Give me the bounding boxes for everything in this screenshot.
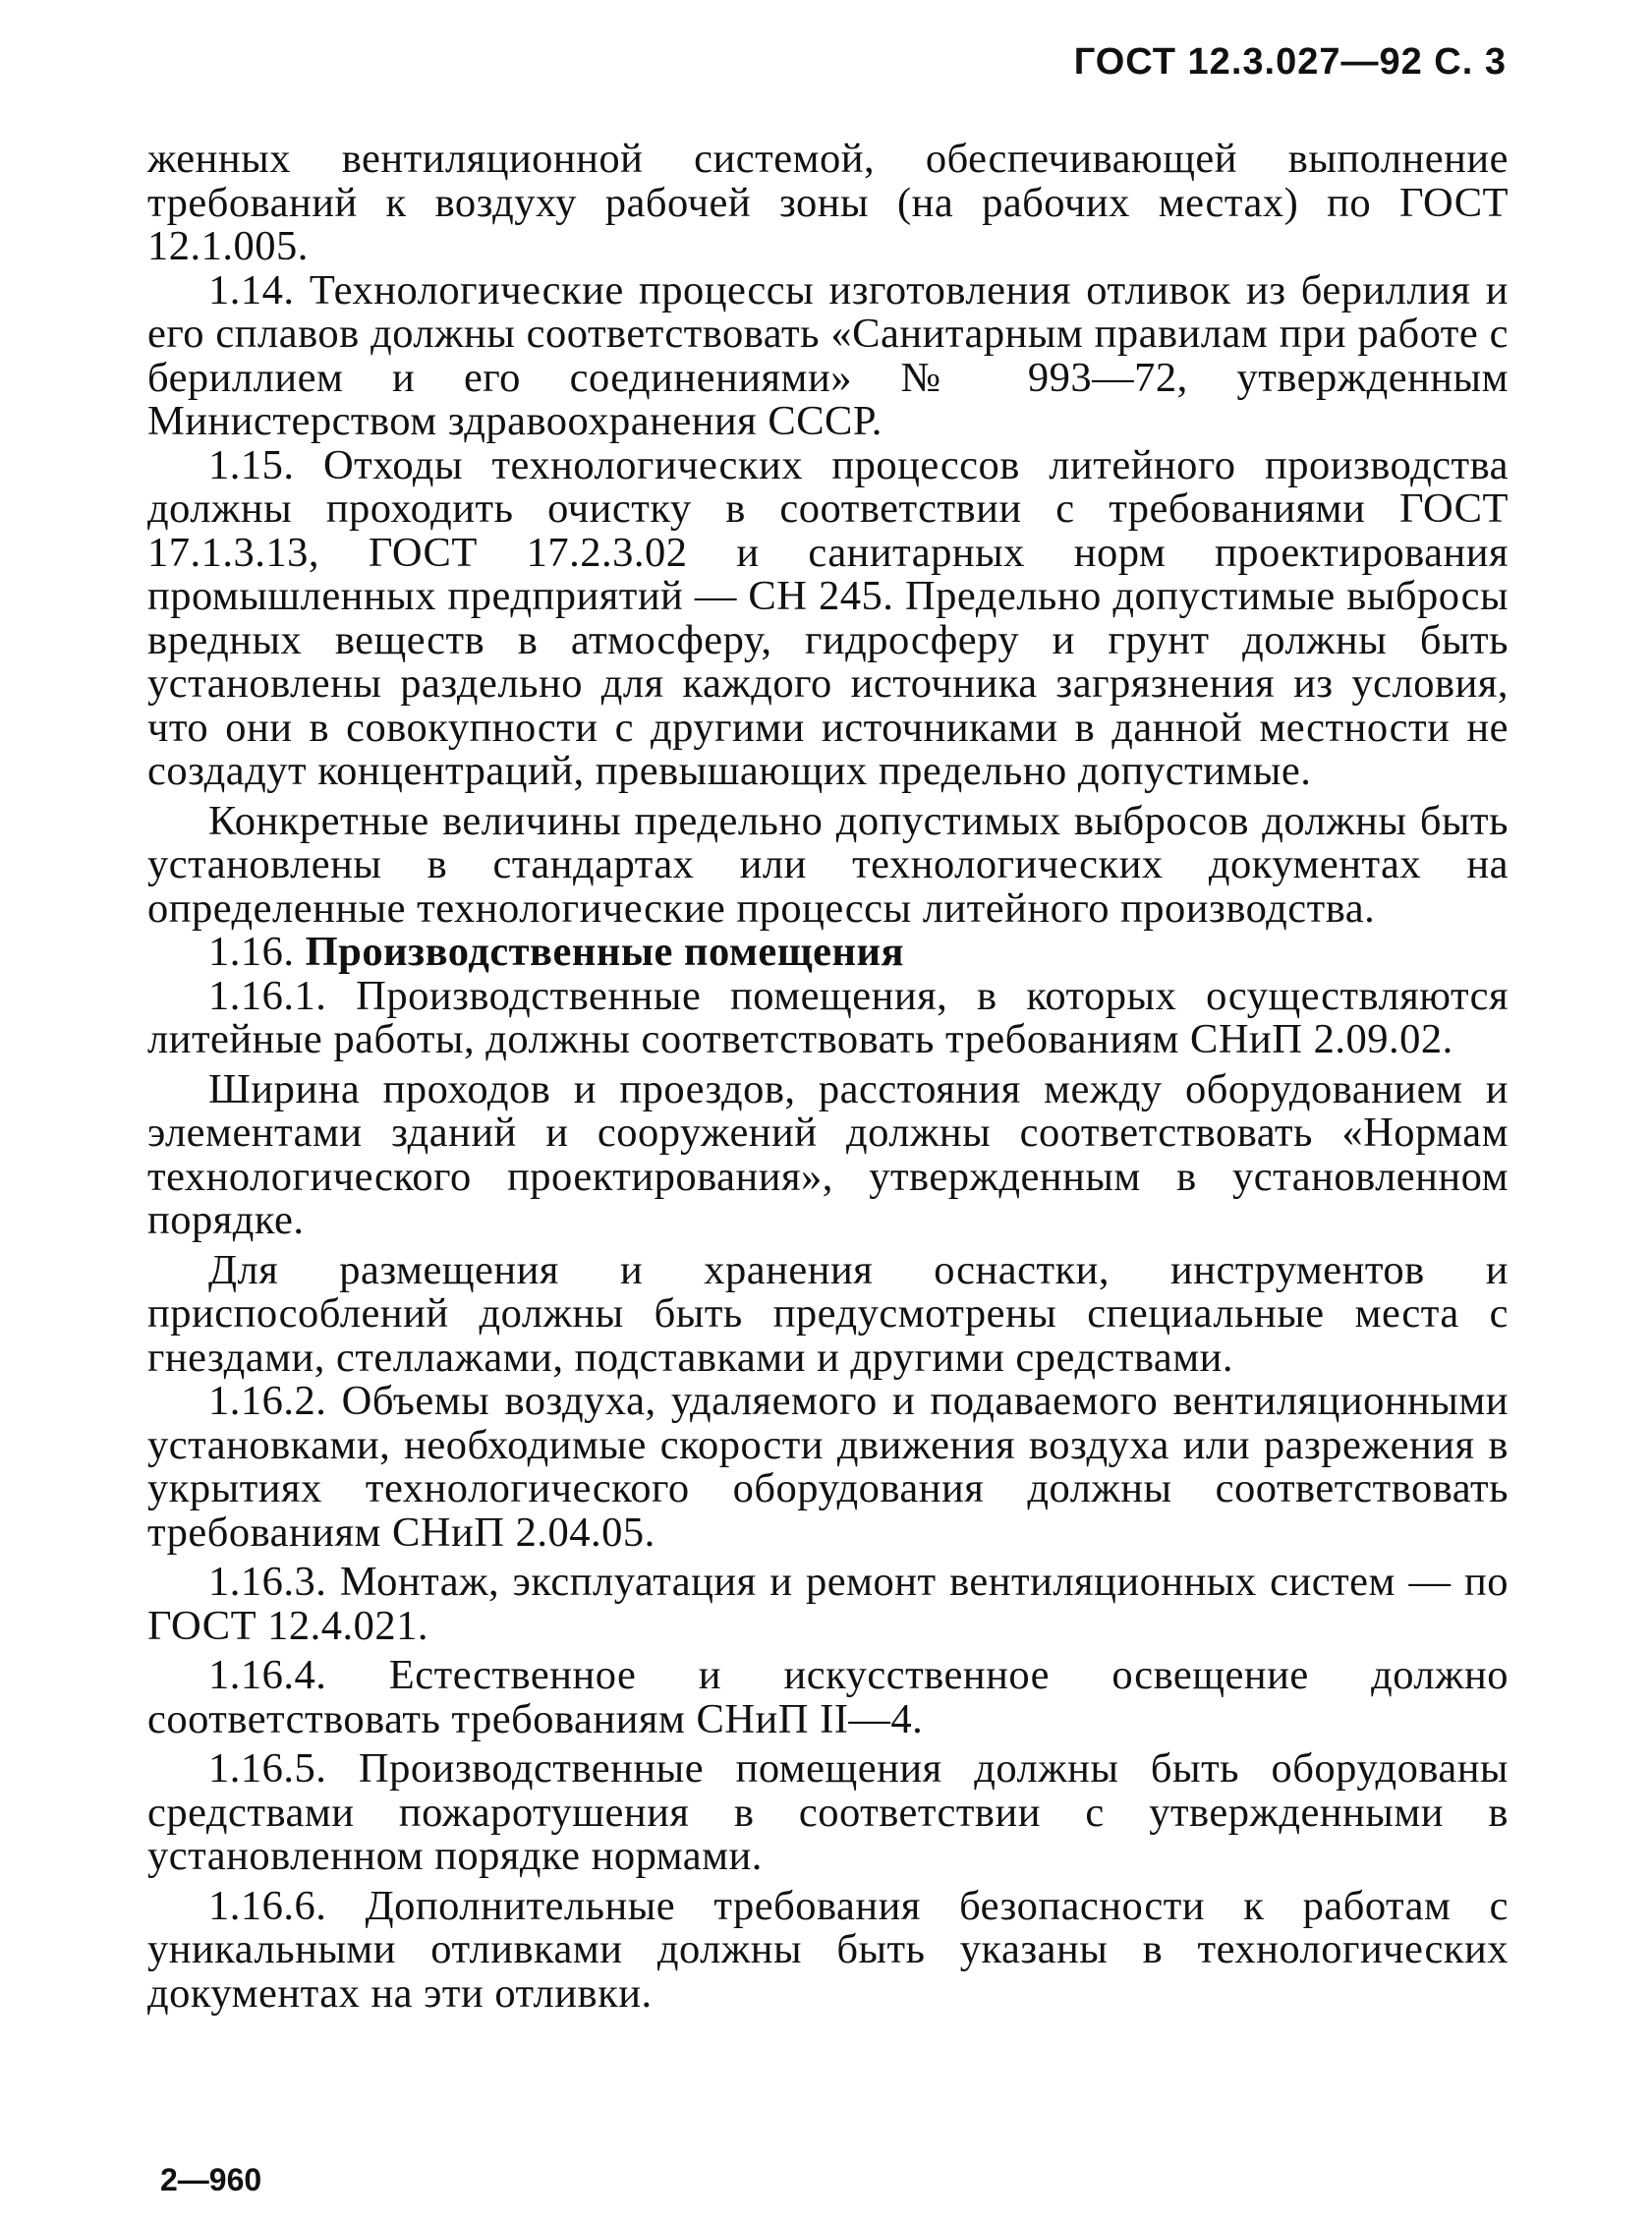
paragraph-1-15: 1.15. Отходы технологических процессов литейного производства должны проходить очистку в соответствии с требованиями ГОСТ 17.1.3.13, ГОСТ 17.2.3.02 и санитарных норм проектирования промышленных предприятий — СН 245. Предельно допустимые выбросы вредных веществ в атмосферу, гидросферу и грунт должны быть установлены раздельно для каждого источника загрязнения из условия, что они в совокупности с другими источниками в данной местности не создадут концентраций, превышающих предельно допустимые. — [147, 441, 1509, 794]
paragraph-1-15-limits: Конкретные величины предельно допустимых выбросов должны быть установлены в стандартах или технологических документах на определенные технологические процессы литейного производства. — [147, 797, 1509, 932]
paragraph-1-14: 1.14. Технологические процессы изготовления отливок из бериллия и его сплавов должны соответствовать «Санитарным правилам при работе с бериллием и его соединениями» № 993—72, утвержденным Министерством здравоохранения СССР. — [147, 266, 1509, 444]
section-heading — [147, 931, 1509, 975]
section-title: Производственные помещения — [305, 929, 904, 975]
paragraph-1-16-4: 1.16.4. Естественное и искусственное освещение должно соответствовать требованиям СНиП II—4. — [147, 1652, 1509, 1742]
paragraph-1-16-5: 1.16.5. Производственные помещения должны быть оборудованы средствами пожаротушения в соответствии с утвержденными в установленном порядке нормами. — [147, 1745, 1509, 1879]
paragraph-1-16-1-storage: Для размещения и хранения оснастки, инструментов и приспособлений должны быть предусмотрены специальные места с гнездами, стеллажами, подставками и другими средствами. — [147, 1246, 1509, 1381]
body-text — [147, 138, 1509, 2016]
paragraph-1-16-6: 1.16.6. Дополнительные требования безопасности к работам с уникальными отливками должны быть указаны в технологических документах на эти отливки. — [147, 1882, 1509, 2017]
section-number: 1.16. — [208, 929, 295, 975]
paragraph-1-16-3: 1.16.3. Монтаж, эксплуатация и ремонт вентиляционных систем — по ГОСТ 12.4.021. — [147, 1559, 1509, 1649]
paragraph-1-16-1: 1.16.1. Производственные помещения, в которых осуществляются литейные работы, должны соответствовать требованиям СНиП 2.09.02. — [147, 972, 1509, 1062]
paragraph-1-16-1-passages: Ширина проходов и проездов, расстояния между оборудованием и элементами зданий и сооружений должны соответствовать «Нормам технологического проектирования», утвержденным в установленном порядке. — [147, 1065, 1509, 1243]
running-head: ГОСТ 12.3.027—92 С. 3 — [1073, 41, 1507, 83]
paragraph-continuation: женных вентиляционной системой, обеспечивающей выполнение требований к воздуху рабочей зоны (на рабочих местах) по ГОСТ 12.1.005. — [147, 136, 1509, 269]
footer-signature: 2—960 — [160, 2162, 262, 2197]
paragraph-1-16-2: 1.16.2. Объемы воздуха, удаляемого и подаваемого вентиляционными установками, необходимые скорости движения воздуха или разрежения в укрытиях технологического оборудования должны соответствовать требованиям СНиП 2.04.05. — [147, 1378, 1509, 1556]
